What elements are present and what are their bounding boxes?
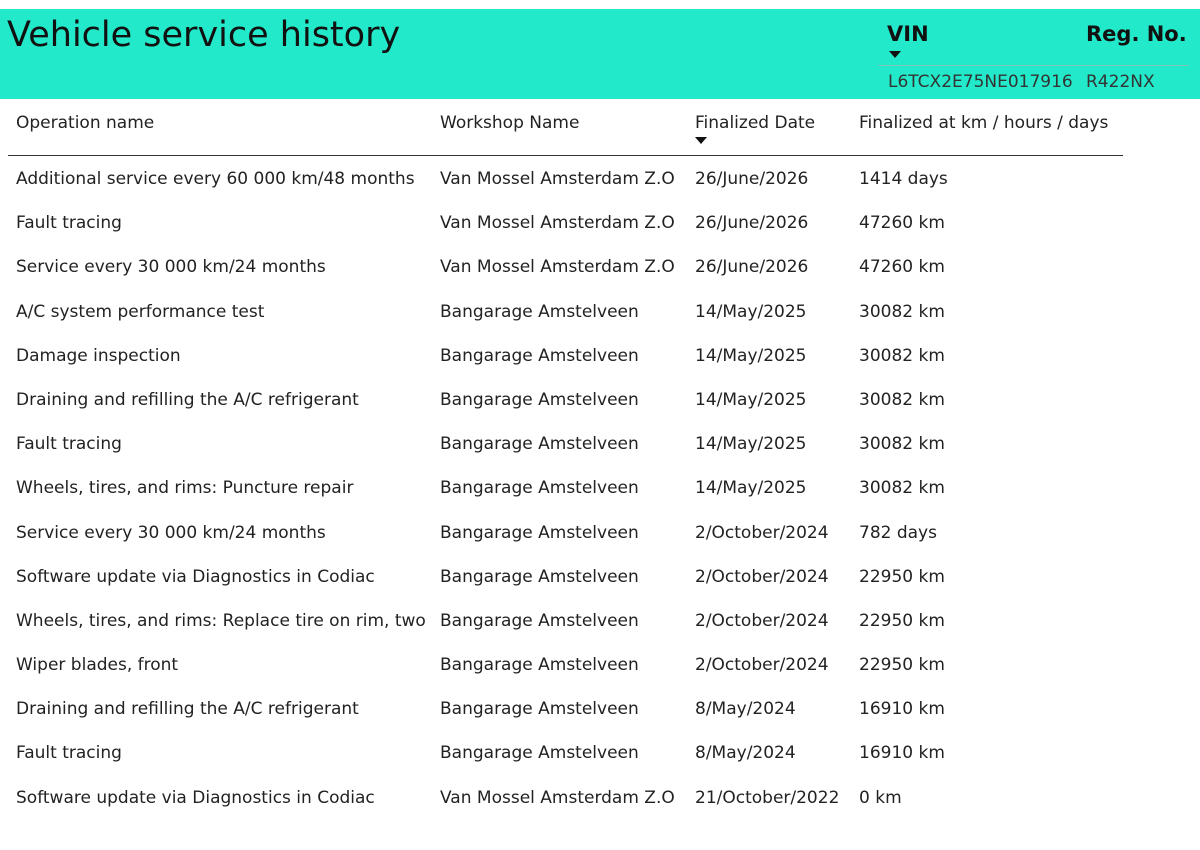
table-row[interactable] xyxy=(0,555,1200,599)
operation-name-cell: Software update via Diagnostics in Codiac xyxy=(16,566,375,587)
table-row[interactable] xyxy=(0,511,1200,555)
finalized-at-cell: 0 km xyxy=(859,787,902,808)
finalized-date-cell: 26/June/2026 xyxy=(695,257,809,278)
finalized-at-cell: 30082 km xyxy=(859,389,945,410)
workshop-name-cell: Bangarage Amstelveen xyxy=(440,743,639,764)
operation-name-cell: Software update via Diagnostics in Codiac xyxy=(16,787,375,808)
table-row[interactable] xyxy=(0,776,1200,820)
workshop-name-cell: Bangarage Amstelveen xyxy=(440,345,639,366)
sort-down-icon[interactable] xyxy=(695,137,707,144)
finalized-at-cell: 30082 km xyxy=(859,478,945,499)
table-row[interactable] xyxy=(0,643,1200,687)
meta-divider xyxy=(878,65,1189,66)
finalized-date-cell: 14/May/2025 xyxy=(695,345,807,366)
operation-name-cell: Fault tracing xyxy=(16,434,122,455)
operation-name-cell: Damage inspection xyxy=(16,345,181,366)
finalized-date-cell: 2/October/2024 xyxy=(695,566,829,587)
table-header-divider xyxy=(8,155,1123,156)
finalized-at-cell: 16910 km xyxy=(859,699,945,720)
workshop-name-cell: Bangarage Amstelveen xyxy=(440,655,639,676)
workshop-name-cell: Bangarage Amstelveen xyxy=(440,301,639,322)
finalized-date-cell: 8/May/2024 xyxy=(695,743,796,764)
workshop-name-cell: Bangarage Amstelveen xyxy=(440,699,639,720)
workshop-name-cell: Bangarage Amstelveen xyxy=(440,434,639,455)
finalized-at-cell: 782 days xyxy=(859,522,937,543)
finalized-at-cell: 30082 km xyxy=(859,345,945,366)
table-row[interactable] xyxy=(0,466,1200,510)
column-header-finalized-at[interactable]: Finalized at km / hours / days xyxy=(859,113,1109,133)
workshop-name-cell: Van Mossel Amsterdam Z.O xyxy=(440,257,675,278)
finalized-date-cell: 26/June/2026 xyxy=(695,169,809,189)
finalized-at-cell: 1414 days xyxy=(859,169,948,189)
table-row[interactable] xyxy=(0,334,1200,378)
finalized-date-cell: 2/October/2024 xyxy=(695,655,829,676)
finalized-date-cell: 14/May/2025 xyxy=(695,389,807,410)
operation-name-cell: Additional service every 60 000 km/48 months xyxy=(16,169,415,189)
finalized-date-cell: 21/October/2022 xyxy=(695,787,840,808)
table-row[interactable] xyxy=(0,731,1200,775)
finalized-date-cell: 14/May/2025 xyxy=(695,434,807,455)
vin-column-header[interactable]: VIN xyxy=(887,22,929,46)
finalized-at-cell: 22950 km xyxy=(859,566,945,587)
service-history-table-body xyxy=(0,157,1200,820)
workshop-name-cell: Van Mossel Amsterdam Z.O xyxy=(440,787,675,808)
finalized-date-cell: 14/May/2025 xyxy=(695,301,807,322)
operation-name-cell: Draining and refilling the A/C refrigerant xyxy=(16,699,359,720)
workshop-name-cell: Van Mossel Amsterdam Z.O xyxy=(440,213,675,234)
workshop-name-cell: Bangarage Amstelveen xyxy=(440,610,639,631)
finalized-date-cell: 26/June/2026 xyxy=(695,213,809,234)
table-row[interactable] xyxy=(0,157,1200,201)
operation-name-cell: Wheels, tires, and rims: Puncture repair xyxy=(16,478,354,499)
table-row[interactable] xyxy=(0,201,1200,245)
workshop-name-cell: Bangarage Amstelveen xyxy=(440,389,639,410)
workshop-name-cell: Bangarage Amstelveen xyxy=(440,566,639,587)
column-header-operation-name[interactable]: Operation name xyxy=(16,113,155,133)
table-row[interactable] xyxy=(0,245,1200,289)
finalized-at-cell: 47260 km xyxy=(859,213,945,234)
operation-name-cell: Service every 30 000 km/24 months xyxy=(16,522,326,543)
finalized-date-cell: 14/May/2025 xyxy=(695,478,807,499)
sort-down-icon[interactable] xyxy=(889,51,901,58)
finalized-date-cell: 8/May/2024 xyxy=(695,699,796,720)
workshop-name-cell: Van Mossel Amsterdam Z.O xyxy=(440,169,675,189)
column-header-finalized-date[interactable]: Finalized Date xyxy=(695,113,816,133)
workshop-name-cell: Bangarage Amstelveen xyxy=(440,522,639,543)
operation-name-cell: Fault tracing xyxy=(16,213,122,234)
finalized-at-cell: 30082 km xyxy=(859,301,945,322)
page-title: Vehicle service history xyxy=(7,15,401,55)
operation-name-cell: Draining and refilling the A/C refrigerant xyxy=(16,389,359,410)
finalized-at-cell: 47260 km xyxy=(859,257,945,278)
table-row[interactable] xyxy=(0,422,1200,466)
column-header-workshop-name[interactable]: Workshop Name xyxy=(440,113,580,133)
finalized-date-cell: 2/October/2024 xyxy=(695,610,829,631)
table-row[interactable] xyxy=(0,290,1200,334)
operation-name-cell: Service every 30 000 km/24 months xyxy=(16,257,326,278)
reg-no-value: R422NX xyxy=(1086,72,1155,92)
vin-value: L6TCX2E75NE017916 xyxy=(888,72,1073,92)
table-row[interactable] xyxy=(0,599,1200,643)
finalized-at-cell: 30082 km xyxy=(859,434,945,455)
finalized-date-cell: 2/October/2024 xyxy=(695,522,829,543)
table-row[interactable] xyxy=(0,687,1200,731)
table-row[interactable] xyxy=(0,378,1200,422)
operation-name-cell: Wheels, tires, and rims: Replace tire on rim, two xyxy=(16,610,426,631)
reg-no-column-header[interactable]: Reg. No. xyxy=(1086,22,1187,46)
finalized-at-cell: 16910 km xyxy=(859,743,945,764)
workshop-name-cell: Bangarage Amstelveen xyxy=(440,478,639,499)
finalized-at-cell: 22950 km xyxy=(859,610,945,631)
operation-name-cell: A/C system performance test xyxy=(16,301,265,322)
operation-name-cell: Wiper blades, front xyxy=(16,655,179,676)
finalized-at-cell: 22950 km xyxy=(859,655,945,676)
operation-name-cell: Fault tracing xyxy=(16,743,122,764)
